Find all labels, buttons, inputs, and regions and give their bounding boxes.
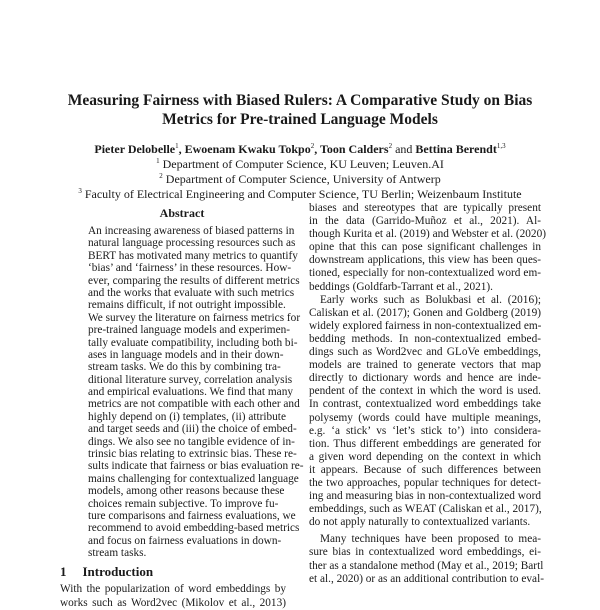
text-line: Early works such as Bolukbasi et al. (2016); <box>320 293 541 306</box>
author-block <box>40 142 560 202</box>
separator: , <box>178 142 185 156</box>
intro-body <box>60 582 286 610</box>
aff-sup: 2 <box>159 172 163 180</box>
text-line: dings. We also see no tangible evidence of in- <box>88 435 295 448</box>
text-line: models, among other reasons because these <box>88 485 285 498</box>
text-line: it appears. Because of such differences between <box>309 463 541 476</box>
text-line: directly to dictionary words and hence are inde- <box>309 372 541 385</box>
text-line: ture comparisons and fairness evaluations, we <box>88 509 296 522</box>
aff-text: Faculty of Electrical Engineering and Computer Science, TU Berlin; Weizenbaum Institute <box>81 187 522 201</box>
author-name: Pieter Delobelle <box>94 142 176 156</box>
text-line: stream tasks. <box>88 547 147 560</box>
section-number: 1 <box>60 564 67 579</box>
title-line: Measuring Fairness with Biased Rulers: A Comparative Study on Bias <box>67 92 533 109</box>
text-line: sure bias in contextualized word embeddings, ei- <box>309 546 541 559</box>
text-line: pendent of the context in which the word is used. <box>309 385 541 398</box>
text-line: ing and measuring bias in non-contextualized word <box>309 490 541 503</box>
text-line: recommend to avoid embedding-based metrics <box>88 522 300 535</box>
author-sup: 1,3 <box>496 142 506 150</box>
text-line: pre-trained language models and experimen- <box>88 324 291 337</box>
aff-sup: 1 <box>156 157 160 165</box>
text-line: highly depend on (i) templates, (ii) attribute <box>88 410 286 423</box>
text-line: ases in language models and in their down- <box>88 348 284 361</box>
text-line: ther as a standalone method (May et al., 2019; Bartl <box>309 559 544 572</box>
text-line: metrics are not compatible with each other and <box>88 398 300 411</box>
text-line: do not apply naturally to contextualized variants. <box>309 516 531 529</box>
section-heading <box>60 564 153 579</box>
text-line: polysemy (words could have multiple meanings, <box>309 411 541 424</box>
text-line: remains difficult, if not outright impossible. <box>88 299 286 312</box>
aff-text: Department of Computer Science, KU Leuven; Leuven.AI <box>159 157 444 171</box>
text-line: choices remain subjective. To improve fu- <box>88 497 279 510</box>
aff-sup: 3 <box>78 187 82 195</box>
author-sup: 2 <box>310 142 315 150</box>
separator: , <box>314 142 320 156</box>
text-line: et al., 2020) or as an additional contribution to eval- <box>309 572 544 585</box>
text-line: models are trained to generate vectors that map <box>309 359 541 372</box>
text-line: ‘bias’ and ‘fairness’ in these resources. How- <box>88 262 292 275</box>
abstract-heading: Abstract <box>159 206 205 220</box>
section-title: Introduction <box>82 564 154 579</box>
author-name: Bettina Berendt <box>415 142 497 156</box>
author-name: Toon Calders <box>319 142 389 156</box>
text-line: the two approaches, popular techniques for detect- <box>309 476 541 489</box>
text-line: in the data (Garrido-Muñoz et al., 2021). Al- <box>309 215 541 228</box>
text-line: bedding methods. In non-contextualized embed- <box>309 332 541 345</box>
text-line: and empirical evaluations. We find that many <box>88 386 293 399</box>
text-line: a given word depending on the context in which <box>309 450 541 463</box>
aff-text: Department of Computer Science, University of Antwerp <box>162 172 441 186</box>
text-line: though Kurita et al. (2019) and Webster et al. (2020) <box>309 228 546 241</box>
text-line: and focus on fairness evaluations in down- <box>88 534 282 547</box>
text-line: works such as Word2vec (Mikolov et al., 2013) <box>60 597 286 609</box>
text-line: and the works that evaluate with such metrics <box>88 286 295 299</box>
text-line: dings such as Word2vec and GLoVe embeddings, <box>309 346 541 359</box>
paper-title <box>40 91 560 129</box>
text-line: sults indicate that fairness or bias evaluation re- <box>88 460 304 473</box>
affiliation <box>40 187 560 202</box>
text-line: Caliskan et al. (2017); Gonen and Goldberg (2019) <box>309 306 541 319</box>
text-line: natural language processing resources such as <box>88 237 296 250</box>
text-line: beddings (Goldfarb-Tarrant et al., 2021). <box>309 280 493 293</box>
text-line: ever, comparing the results of different metrics <box>88 274 300 287</box>
text-line: tion. Thus different embeddings are generated for <box>309 437 541 450</box>
text-line: widely explored fairness in non-contextualized em- <box>309 319 542 332</box>
text-line: An increasing awareness of biased patterns in <box>88 225 295 237</box>
text-line: BERT has motivated many metrics to quantify <box>88 249 298 262</box>
text-line: We survey the literature on fairness metrics for <box>88 311 301 324</box>
title-line: Metrics for Pre-trained Language Models <box>162 111 438 128</box>
right-column-body <box>309 202 546 586</box>
text-line: ditional literature survey, correlation analysis <box>88 373 293 386</box>
text-line: biases and stereotypes that are typically present <box>309 202 541 214</box>
author-sup: 1 <box>175 142 179 150</box>
author-name: Ewoenam Kwaku Tokpo <box>184 142 311 156</box>
author-list <box>40 142 560 157</box>
abstract-body <box>88 225 304 560</box>
text-line: tioned, especially for non-contextualized word em- <box>309 267 541 280</box>
text-line: In contrast, contextualized word embeddings take <box>309 398 541 411</box>
text-line: downstream applications, this view has been ques- <box>309 254 541 267</box>
text-line: embeddings, such as WEAT (Caliskan et al., 2017), <box>309 503 542 516</box>
text-line: and target seeds and (iii) the choice of embed- <box>88 423 297 436</box>
text-line: With the popularization of word embeddings by <box>60 583 286 595</box>
text-line: trinsic bias relating to extrinsic bias. These re- <box>88 448 297 461</box>
text-line: stream tasks. We do this by combining tra- <box>88 361 281 374</box>
text-line: opine that this can pose significant challenges in <box>309 241 541 254</box>
text-line: tally evaluate compatibility, including both bi- <box>88 336 298 349</box>
text-line: e.g. ‘a stick’ vs ‘let’s stick to’) into considera- <box>309 424 541 437</box>
author-sup: 2 <box>388 142 393 150</box>
affiliation <box>40 157 560 172</box>
separator: and <box>392 142 416 156</box>
affiliation <box>40 172 560 187</box>
text-line: mains challenging for contextualized language <box>88 472 299 485</box>
text-line: Many techniques have been proposed to mea- <box>320 533 541 546</box>
